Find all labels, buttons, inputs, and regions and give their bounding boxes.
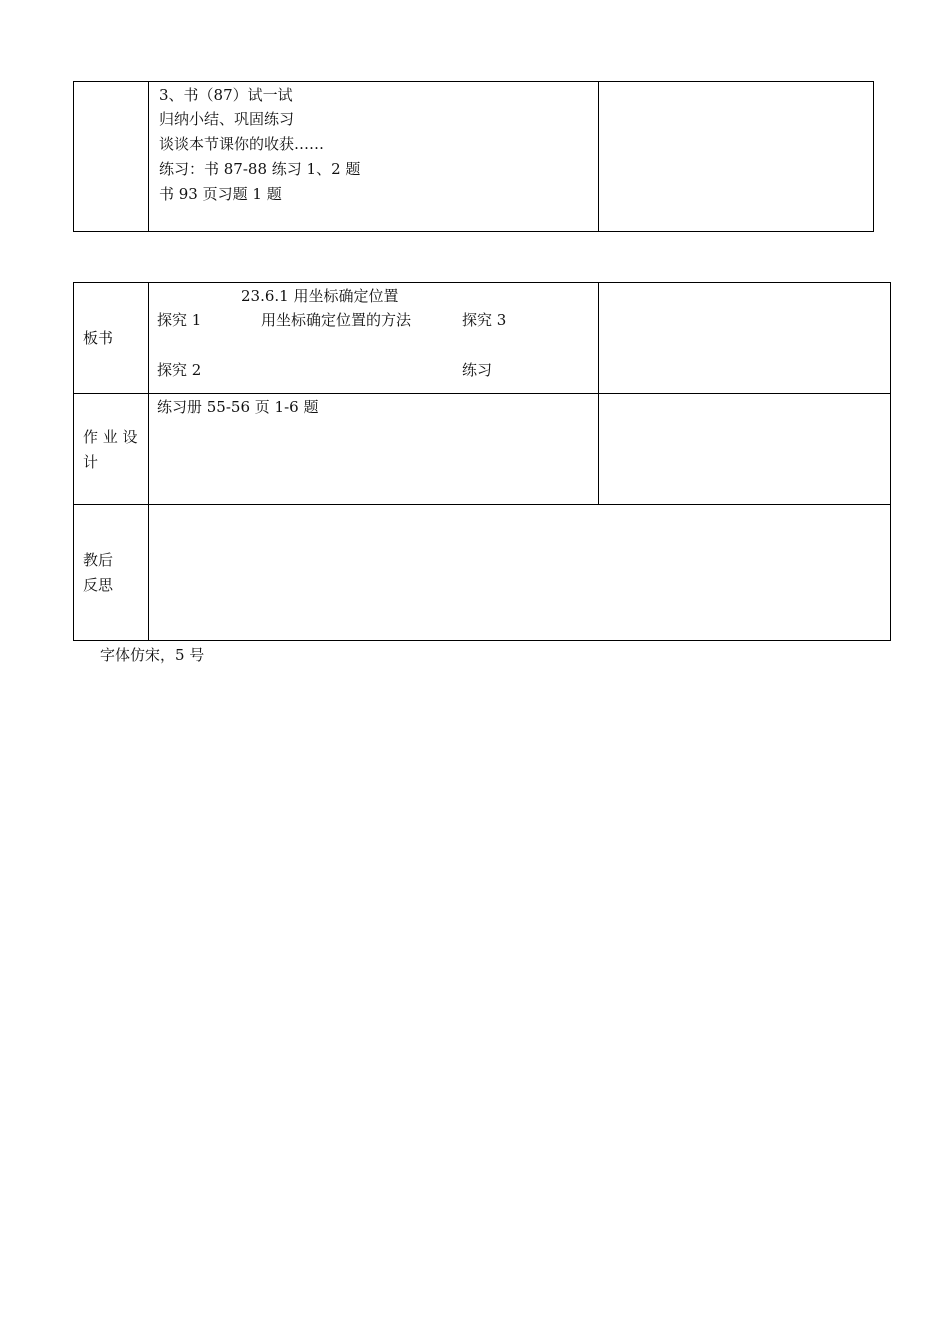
table-2-row-divider-2 bbox=[73, 504, 891, 505]
table-2-row-divider-1 bbox=[73, 393, 891, 394]
homework-label-line-1: 作 业 设 bbox=[83, 428, 138, 446]
table-2-left-border bbox=[73, 282, 74, 641]
table-1-line-1: 3、书（87）试一试 bbox=[159, 86, 293, 104]
reflection-label-line-1: 教后 bbox=[83, 551, 114, 569]
table-1-line-4: 练习：书 87-88 练习 1、2 题 bbox=[159, 160, 361, 178]
table-2-top-border bbox=[73, 282, 891, 283]
table-1-divider-2 bbox=[598, 81, 599, 232]
board-explore-1: 探究 1 bbox=[157, 311, 202, 329]
board-method: 用坐标确定位置的方法 bbox=[261, 311, 412, 329]
table-1-line-2: 归纳小结、巩固练习 bbox=[159, 110, 295, 128]
table-1-right-border bbox=[873, 81, 874, 232]
footer-note: 字体仿宋，5 号 bbox=[100, 646, 205, 664]
board-explore-3: 探究 3 bbox=[462, 311, 507, 329]
table-1-top-border bbox=[73, 81, 874, 82]
table-1-bottom-border bbox=[73, 231, 874, 232]
table-1-line-3: 谈谈本节课你的收获…… bbox=[159, 135, 325, 153]
homework-label-line-2: 计 bbox=[83, 453, 99, 471]
table-2-right-border bbox=[890, 282, 891, 641]
table-1-line-5: 书 93 页习题 1 题 bbox=[159, 185, 282, 203]
board-explore-2: 探究 2 bbox=[157, 361, 202, 379]
table-2-bottom-border bbox=[73, 640, 891, 641]
table-2-label-divider bbox=[148, 282, 149, 641]
board-practice: 练习 bbox=[462, 361, 493, 379]
table-2-content-divider bbox=[598, 282, 599, 505]
board-title: 23.6.1 用坐标确定位置 bbox=[241, 287, 399, 305]
table-1-left-border bbox=[73, 81, 74, 232]
homework-content: 练习册 55-56 页 1-6 题 bbox=[157, 398, 319, 416]
board-label: 板书 bbox=[83, 329, 114, 347]
reflection-label-line-2: 反思 bbox=[83, 576, 114, 594]
table-1-divider-1 bbox=[148, 81, 149, 232]
